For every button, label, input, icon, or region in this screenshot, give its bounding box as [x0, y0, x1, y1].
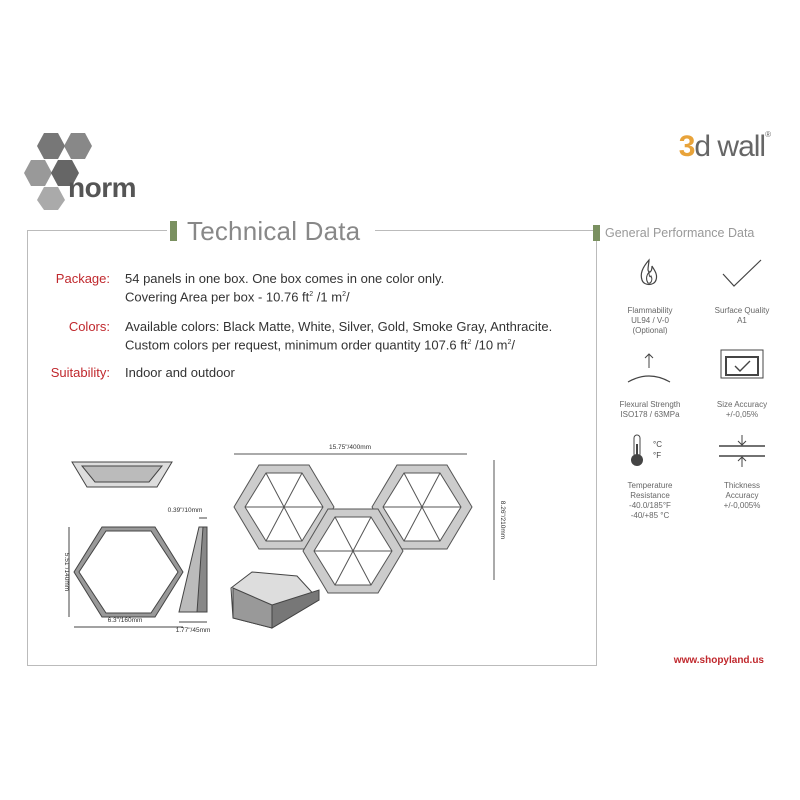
registered-mark: ®: [765, 130, 770, 139]
performance-marker: [593, 225, 600, 241]
brand-name: d wall: [694, 130, 766, 163]
panel-front-view: [69, 527, 183, 627]
panel-3d-view: [231, 572, 319, 628]
panel-side-view: [179, 518, 207, 622]
assembly-view: [234, 454, 494, 593]
temperature-label: Temperature Resistance -40.0/185°F -40/+85 °C: [627, 481, 673, 520]
flammability-label: Flammability UL94 / V-0 (Optional): [627, 306, 673, 335]
package-label: Package:: [55, 271, 110, 286]
flex-arrow-icon: [624, 350, 674, 386]
fahrenheit-symbol: °F: [653, 451, 662, 460]
depth-dimension: 1.77"/45mm: [175, 627, 211, 634]
suitability-label: Suitability:: [50, 365, 110, 380]
website-link[interactable]: www.shopyland.us: [673, 655, 764, 666]
frame-top-line-right: [375, 230, 595, 231]
colors-line-2: Custom colors per request, minimum order quantity 107.6 $ft^2$ /10 $m^2/$: [125, 337, 516, 353]
flexural-strength-label: Flexural Strength ISO178 / 63MPa: [619, 400, 681, 419]
width-dimension: 6.3"/160mm: [107, 617, 143, 624]
panel-top-view: [72, 462, 172, 487]
assembly-height-dimension: 8.26"/210mm: [499, 500, 506, 540]
section-title: Technical Data: [187, 216, 361, 246]
thermometer-icon: [624, 432, 674, 468]
section-marker: [170, 221, 177, 241]
logo-text: norm: [68, 172, 136, 203]
package-line-2: Covering Area per box - 10.76 $ft^2$ /1 $m^2/$: [125, 289, 350, 305]
suitability-value: Indoor and outdoor: [125, 365, 235, 380]
size-accuracy-label: Size Accuracy +/-0,05%: [716, 400, 768, 419]
surface-quality-label: Surface Quality A1: [714, 306, 770, 325]
size-accuracy-icon: [717, 348, 767, 384]
thickness-dimension: 0.39"/10mm: [167, 507, 203, 514]
thickness-accuracy-label: Thickness Accuracy +/-0,005%: [723, 481, 761, 510]
brand-number: 3: [678, 130, 695, 163]
height-dimension: 5.51"/140mm: [63, 552, 70, 592]
celsius-symbol: °C: [653, 440, 662, 449]
thickness-icon: [717, 434, 767, 470]
brand-logo: [679, 130, 770, 164]
flame-icon: [624, 256, 674, 292]
colors-label: Colors:: [68, 319, 110, 334]
checkmark-icon: [717, 256, 767, 292]
assembly-width-dimension: 15.75"/400mm: [328, 444, 372, 451]
colors-line-1: Available colors: Black Matte, White, Silver, Gold, Smoke Gray, Anthracite.: [125, 319, 553, 334]
technical-drawings: [27, 430, 597, 665]
frame-top-line-left: [27, 230, 167, 231]
performance-title: General Performance Data: [605, 226, 755, 240]
package-line-1: 54 panels in one box. One box comes in one color only.: [125, 271, 445, 286]
